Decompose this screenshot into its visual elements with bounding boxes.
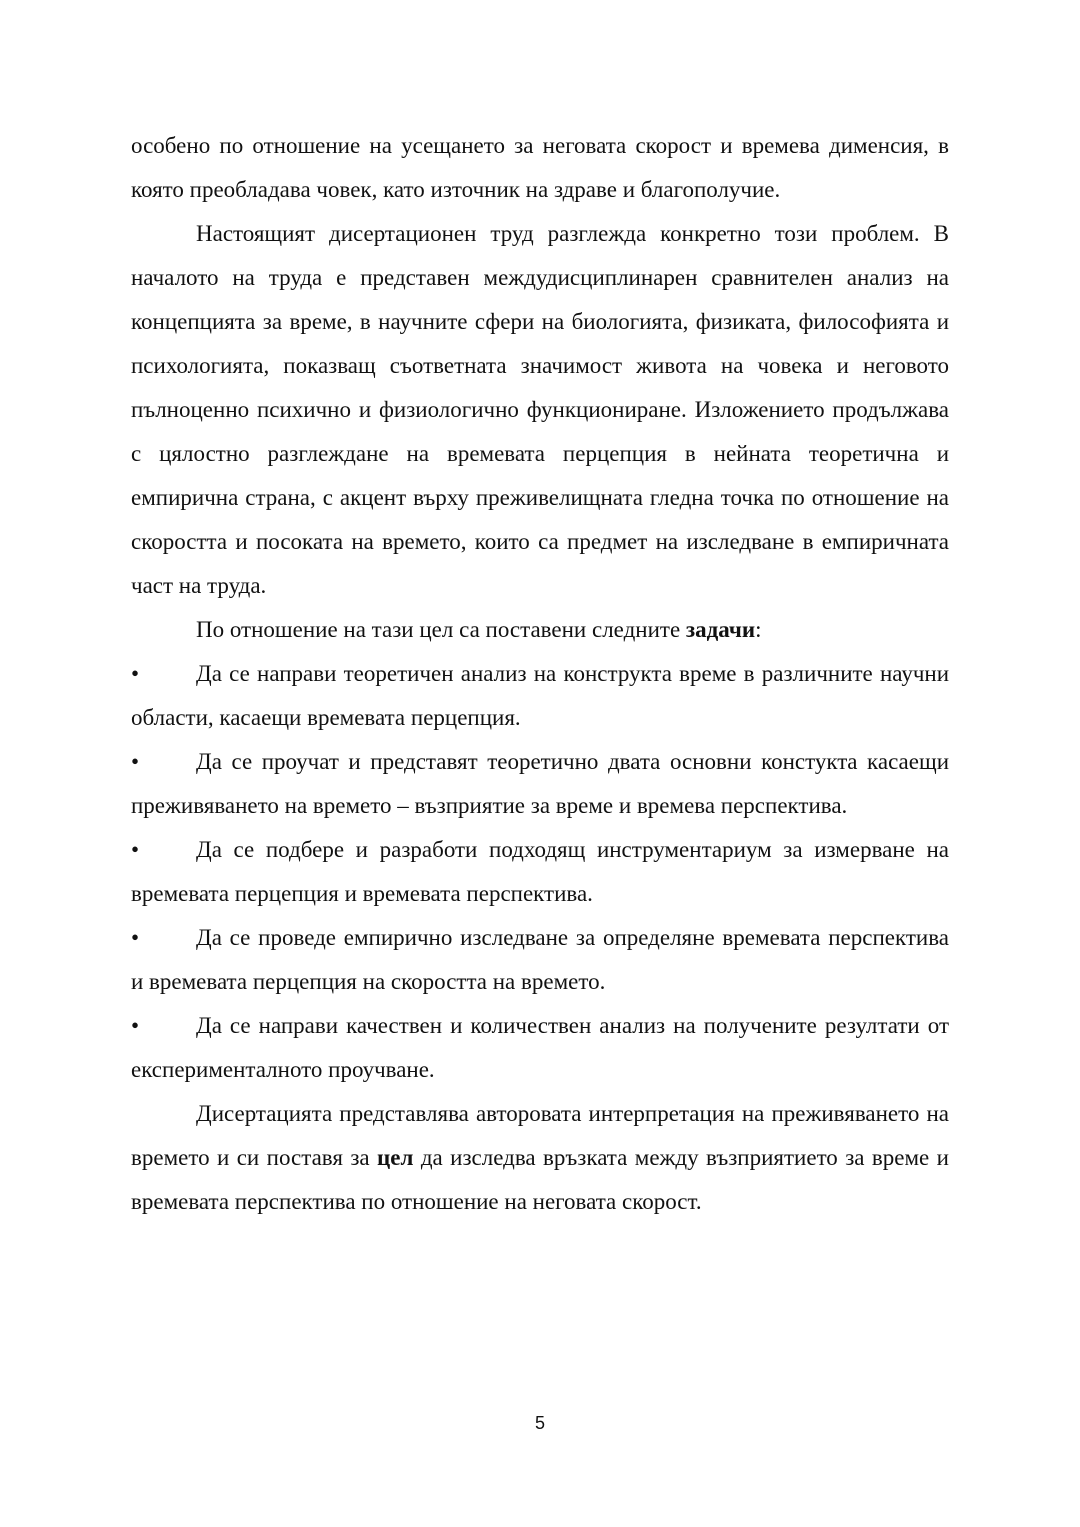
tasks-intro-colon: : [755,617,762,642]
task-text: Да се направи теоретичен анализ на конструкта време в различните научни области, касаещи времевата перцепция. [131,661,949,730]
task-text: Да се проведе емпирично изследване за определяне времевата перспектива и времевата перцепция на скоростта на времето. [131,925,949,994]
goal-keyword: цел [377,1145,414,1170]
tasks-intro-paragraph [131,608,949,652]
bullet-icon: • [131,1013,140,1038]
goal-text-start: Дисертацията представлява авторовата интерпретация на преживяването на времето и си поставя за [131,1101,949,1170]
tasks-keyword: задачи [685,617,756,642]
bullet-icon: • [131,661,140,686]
task-text: Да се проучат и представят теоретично двата основни констуктa касаещи преживяването на времето – възприятие за време и времева перспектива. [131,749,949,818]
bullet-icon: • [131,925,140,950]
page-body [131,124,949,1224]
problem-paragraph: Настоящият дисертационен труд разглежда конкретно този проблем. В началото на труда е представен междудисциплинарен сравнителен анализ на концепцията за време, в научните сфери на биологията, физиката, философията и психологията, показващ съответната значимост живота на човека и неговото пълноценно психично и физиологично функциониране. Изложението продължава с цялостно разглеждане на времевата перцепция в нейната теоретична и емпирична страна, с акцент върху преживелищната гледна точка по отношение на скоростта и посоката на времето, които са предмет на изследване в емпиричната част на труда. [131,221,949,598]
page-number: 5 [534,1413,545,1433]
task-text: Да се подбере и разработи подходящ инструментариум за измерване на времевата перцепция и времевата перспектива. [131,837,949,906]
task-text: Да се направи качествен и количествен анализ на получените резултати от експерименталното проучване. [131,1013,949,1082]
bullet-icon: • [131,749,140,774]
task-item [131,916,949,1004]
task-item [131,828,949,916]
task-item [131,740,949,828]
bullet-icon: • [131,837,140,862]
task-item [131,1004,949,1092]
tasks-intro-text: По отношение на тази цел са поставени следните [196,617,686,642]
goal-paragraph [131,1092,949,1224]
task-item [131,652,949,740]
intro-paragraph: особено по отношение на усещането за неговата скорост и времева дименсия, в която преобладава човек, като източник на здраве и благополучие. [131,133,949,202]
goal-text-end: да изследва връзката между възприятието за време и времевата перспектива по отношение на неговата скорост. [131,1145,949,1214]
